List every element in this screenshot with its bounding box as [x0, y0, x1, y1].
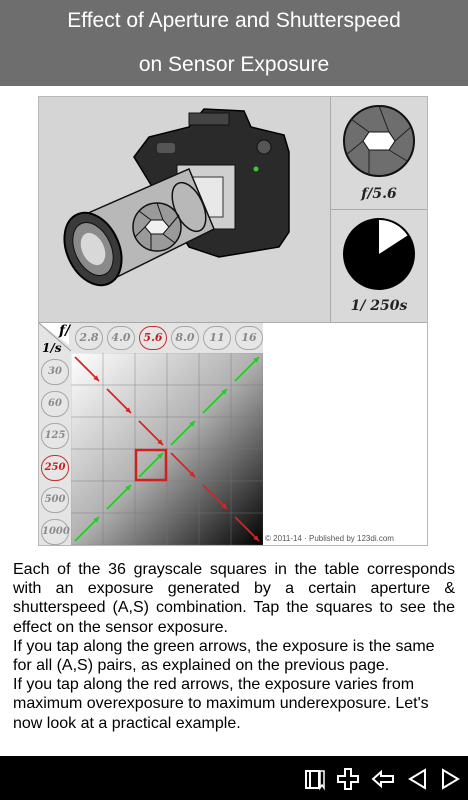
grid-cell[interactable]: [231, 417, 263, 449]
aperture-axis-label: f/: [59, 323, 71, 339]
previous-icon[interactable]: [405, 766, 431, 792]
aperture-button-11[interactable]: 11: [203, 326, 231, 350]
shutter-axis-label: 1/s: [42, 341, 62, 355]
grid-cell[interactable]: [231, 449, 263, 481]
description-paragraph-3: If you tap along the red arrows, the exposure varies from maximum overexposure to maximum underexposure. Let's now look at a practical example.: [13, 676, 429, 732]
grid-cell[interactable]: [199, 513, 231, 545]
aperture-icon: [331, 97, 427, 181]
grid-cell[interactable]: [167, 385, 199, 417]
camera-illustration: [39, 97, 331, 323]
exposure-table: [39, 323, 263, 545]
aperture-button-16[interactable]: 16: [235, 326, 263, 350]
description-paragraph-1: Each of the 36 grayscale squares in the table corresponds with an exposure generated by a certain aperture & shutterspeed (A,S) combination. Tap the squares to see the effect on the sensor exposure.: [13, 561, 455, 636]
grid-cell[interactable]: [103, 353, 135, 385]
bookmarks-icon[interactable]: [302, 766, 328, 792]
add-icon[interactable]: [335, 766, 361, 792]
grid-cell[interactable]: [71, 385, 103, 417]
grid-cell[interactable]: [167, 481, 199, 513]
grid-cell[interactable]: [71, 417, 103, 449]
grid-cell[interactable]: [135, 481, 167, 513]
grid-cell[interactable]: [231, 385, 263, 417]
grid-cell[interactable]: [103, 513, 135, 545]
grid-cell[interactable]: [199, 449, 231, 481]
aperture-value-label: f/5.6: [361, 186, 397, 202]
shutter-button-250[interactable]: 250: [41, 455, 69, 481]
aperture-button-5.6[interactable]: 5.6: [139, 326, 167, 350]
shutter-button-125[interactable]: 125: [41, 423, 69, 449]
grid-cell[interactable]: [103, 417, 135, 449]
grid-cell[interactable]: [167, 513, 199, 545]
exposure-figure: [38, 96, 428, 546]
shutter-panel: [331, 210, 427, 323]
aperture-panel: [331, 97, 427, 210]
grid-cell[interactable]: [135, 513, 167, 545]
shutter-button-30[interactable]: 30: [41, 359, 69, 385]
next-icon[interactable]: [437, 766, 463, 792]
description-text: [13, 560, 455, 733]
grid-cell[interactable]: [103, 449, 135, 481]
camera-icon: [39, 97, 331, 323]
grayscale-grid[interactable]: [71, 353, 263, 545]
back-arrow-icon[interactable]: [370, 766, 396, 792]
grid-cell[interactable]: [71, 481, 103, 513]
grid-cell[interactable]: [135, 385, 167, 417]
grid-cell[interactable]: [167, 353, 199, 385]
aperture-button-2.8[interactable]: 2.8: [75, 326, 103, 350]
bottom-navigation-bar: [0, 756, 468, 800]
grid-cell[interactable]: [71, 449, 103, 481]
page-title-line2: on Sensor Exposure: [138, 53, 330, 76]
title-bar: [0, 0, 468, 86]
grid-cell[interactable]: [199, 417, 231, 449]
shutter-pie-icon: [331, 210, 427, 294]
copyright-text: © 2011-14 · Published by 123di.com: [265, 534, 394, 543]
page-title-line1: Effect of Aperture and Shutterspeed: [67, 9, 401, 32]
grid-cell[interactable]: [231, 481, 263, 513]
grid-cell[interactable]: [199, 353, 231, 385]
aperture-button-8.0[interactable]: 8.0: [171, 326, 199, 350]
shutter-value-label: 1/ 250s: [350, 298, 408, 314]
shutter-button-1000[interactable]: 1000: [41, 519, 69, 545]
grid-cell[interactable]: [135, 353, 167, 385]
shutter-button-500[interactable]: 500: [41, 487, 69, 513]
aperture-button-4.0[interactable]: 4.0: [107, 326, 135, 350]
shutter-button-60[interactable]: 60: [41, 391, 69, 417]
description-paragraph-2: If you tap along the green arrows, the exposure is the same for all (A,S) pairs, as explained on the previous page.: [13, 637, 435, 675]
